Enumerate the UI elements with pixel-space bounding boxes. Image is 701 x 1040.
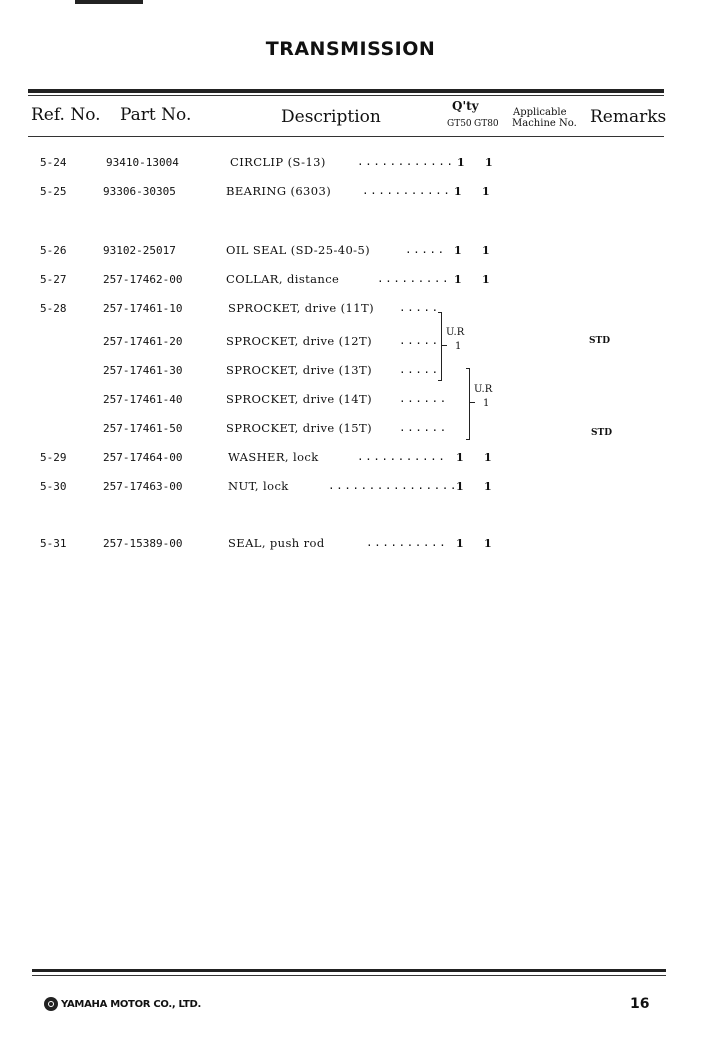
row-ref: 5-26 xyxy=(40,244,67,257)
row-part-no: 93306-30305 xyxy=(103,185,176,198)
row-part-no: 93102-25017 xyxy=(103,244,176,257)
row-description: SPROCKET, drive (14T) xyxy=(226,392,372,406)
row-part-no: 257-17461-10 xyxy=(103,302,183,315)
header-applicable-line1: Applicable xyxy=(513,107,567,118)
gt50-group-brace xyxy=(438,312,442,381)
row-qty-gt50: 1 xyxy=(457,156,465,169)
header-remarks: Remarks xyxy=(590,107,667,127)
gt80-ur-qty: 1 xyxy=(483,398,490,409)
row-description: OIL SEAL (SD-25-40-5) xyxy=(226,243,371,257)
row-dots: ..... xyxy=(399,334,440,347)
row-qty-gt50: 1 xyxy=(454,244,462,257)
row-description: CIRCLIP (S-13) xyxy=(230,155,326,169)
row-dots: ...... xyxy=(399,421,448,434)
row-qty-gt80: 1 xyxy=(485,156,493,169)
remark-std-1: STD xyxy=(589,336,611,346)
row-qty-gt50: 1 xyxy=(456,537,464,550)
row-description: SPROCKET, drive (13T) xyxy=(226,363,372,377)
yamaha-logo-icon xyxy=(44,997,58,1011)
row-qty-gt80: 1 xyxy=(482,273,490,286)
gt50-group-brace-tip xyxy=(442,345,447,346)
header-applicable-line2: Machine No. xyxy=(512,118,577,129)
row-description: BEARING (6303) xyxy=(226,184,332,198)
row-qty-gt50: 1 xyxy=(454,273,462,286)
header-top-rule-thick xyxy=(28,89,664,93)
row-qty-gt50: 1 xyxy=(456,451,464,464)
footer-rule-thin xyxy=(32,975,666,976)
header-description: Description xyxy=(281,107,381,127)
row-part-no: 257-17462-00 xyxy=(103,273,183,286)
remark-std-2: STD xyxy=(591,428,613,438)
row-dots: ..... xyxy=(399,363,440,376)
row-part-no: 257-17464-00 xyxy=(103,451,183,464)
row-part-no: 257-17461-30 xyxy=(103,364,183,377)
row-ref: 5-31 xyxy=(40,537,67,550)
row-ref: 5-30 xyxy=(40,480,67,493)
row-description: SEAL, push rod xyxy=(228,536,325,550)
header-part-no: Part No. xyxy=(120,105,192,125)
footer-rule-thick xyxy=(32,969,666,972)
row-description: NUT, lock xyxy=(228,479,289,493)
row-ref: 5-28 xyxy=(40,302,67,315)
header-qty-gt80: GT80 xyxy=(474,119,499,129)
header-top-rule-thin xyxy=(28,95,664,96)
row-dots: ..... xyxy=(405,243,446,256)
row-dots: ...... xyxy=(399,392,448,405)
row-qty-gt80: 1 xyxy=(484,480,492,493)
row-dots: ............ xyxy=(357,155,455,168)
row-part-no: 257-17461-50 xyxy=(103,422,183,435)
row-qty-gt50: 1 xyxy=(454,185,462,198)
row-dots: .......... xyxy=(366,536,448,549)
row-dots: ................ xyxy=(328,479,458,492)
row-qty-gt80: 1 xyxy=(482,244,490,257)
row-ref: 5-25 xyxy=(40,185,67,198)
row-dots: ..... xyxy=(399,301,440,314)
row-dots: ........... xyxy=(357,450,447,463)
row-description: WASHER, lock xyxy=(228,450,319,464)
row-ref: 5-24 xyxy=(40,156,67,169)
row-description: SPROCKET, drive (15T) xyxy=(226,421,372,435)
header-qty-gt50: GT50 xyxy=(447,119,472,129)
gt80-group-brace xyxy=(466,368,470,440)
row-part-no: 257-17463-00 xyxy=(103,480,183,493)
row-description: SPROCKET, drive (12T) xyxy=(226,334,372,348)
row-qty-gt50: 1 xyxy=(456,480,464,493)
row-part-no: 257-15389-00 xyxy=(103,537,183,550)
footer-company xyxy=(44,997,201,1011)
row-ref: 5-27 xyxy=(40,273,67,286)
page-title: TRANSMISSION xyxy=(265,38,436,60)
row-qty-gt80: 1 xyxy=(484,537,492,550)
row-qty-gt80: 1 xyxy=(482,185,490,198)
gt50-ur-qty: 1 xyxy=(455,341,462,352)
row-description: SPROCKET, drive (11T) xyxy=(228,301,374,315)
row-part-no: 257-17461-20 xyxy=(103,335,183,348)
row-part-no: 93410-13004 xyxy=(106,156,179,169)
gt80-group-brace-tip xyxy=(470,402,475,403)
row-dots: ......... xyxy=(377,272,451,285)
page-number: 16 xyxy=(630,996,650,1012)
row-qty-gt80: 1 xyxy=(484,451,492,464)
row-dots: ........... xyxy=(362,184,452,197)
footer-company-name: YAMAHA MOTOR CO., LTD. xyxy=(61,998,201,1010)
gt80-ur-label: U.R xyxy=(474,384,493,395)
top-edge-bar xyxy=(75,0,143,4)
row-description: COLLAR, distance xyxy=(226,272,340,286)
header-ref-no: Ref. No. xyxy=(31,105,101,125)
header-qty: Q'ty xyxy=(452,99,479,113)
header-bottom-rule xyxy=(28,136,664,137)
row-ref: 5-29 xyxy=(40,451,67,464)
row-part-no: 257-17461-40 xyxy=(103,393,183,406)
gt50-ur-label: U.R xyxy=(446,327,465,338)
